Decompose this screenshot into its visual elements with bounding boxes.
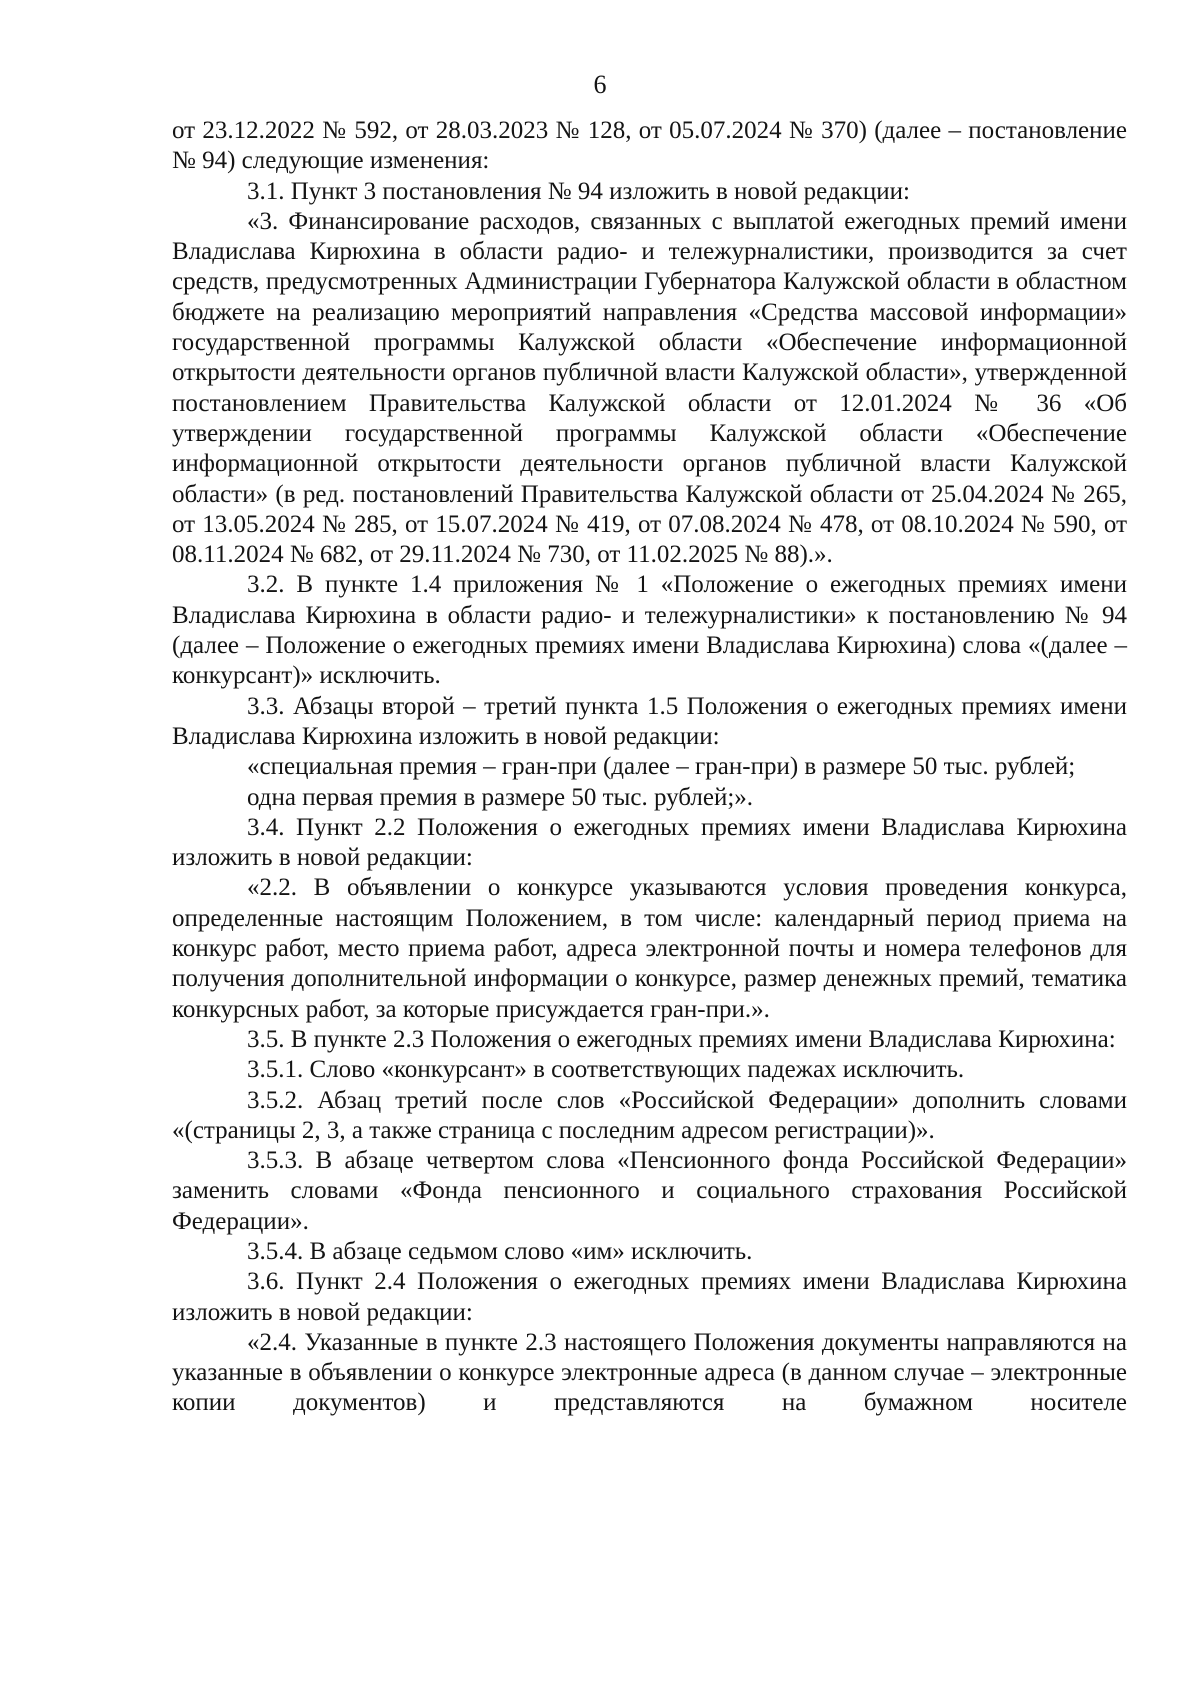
paragraph-3-6-text: «2.4. Указанные в пункте 2.3 настоящего Положения документы направляются на указанные в объявлении о конкурсе электронные адреса (в данном случае – электронные копии документов) и представляются на бумажном носителе — [172, 1328, 1127, 1417]
paragraph-3-5-3: 3.5.3. В абзаце четвертом слова «Пенсионного фонда Российской Федерации» заменить словами «Фонда пенсионного и социального страхования Российской Федерации». — [172, 1147, 1127, 1235]
paragraph-3-5-4: 3.5.4. В абзаце седьмом слово «им» исключить. — [247, 1237, 753, 1265]
paragraph-3-3: 3.3. Абзацы второй – третий пункта 1.5 Положения о ежегодных премиях имени Владислава Кирюхина изложить в новой редакции: — [172, 692, 1127, 750]
paragraph-intro: от 23.12.2022 № 592, от 28.03.2023 № 128, от 05.07.2024 № 370) (далее – постановление № 94) следующие изменения: — [172, 117, 1127, 175]
paragraph-3-2: 3.2. В пункте 1.4 приложения № 1 «Положение о ежегодных премиях имени Владислава Кирюхина в области радио- и тележурналистики» к постановлению № 94 (далее – Положение о ежегодных премиях имени Владислава Кирюхина) слова «(далее – конкурсант)» исключить. — [172, 571, 1127, 690]
paragraph-3-1: 3.1. Пункт 3 постановления № 94 изложить в новой редакции: — [247, 177, 910, 205]
paragraph-3-5-2: 3.5.2. Абзац третий после слов «Российской Федерации» дополнить словами «(страницы 2, 3, а также страница с последним адресом регистрации)». — [172, 1086, 1127, 1144]
paragraph-3-4: 3.4. Пункт 2.2 Положения о ежегодных премиях имени Владислава Кирюхина изложить в новой редакции: — [172, 813, 1127, 872]
paragraph-3-3-grand-prix: «специальная премия – гран-при (далее – гран-при) в размере 50 тыс. рублей; — [247, 753, 1076, 781]
paragraph-3-5: 3.5. В пункте 2.3 Положения о ежегодных премиях имени Владислава Кирюхина: — [247, 1025, 1116, 1053]
paragraph-3-5-1: 3.5.1. Слово «конкурсант» в соответствующих падежах исключить. — [247, 1056, 965, 1084]
document-body — [172, 116, 1127, 1419]
page-number: 6 — [593, 70, 607, 99]
paragraph-3-6: 3.6. Пункт 2.4 Положения о ежегодных премиях имени Владислава Кирюхина изложить в новой редакции: — [172, 1268, 1127, 1326]
paragraph-3-1-text: «3. Финансирование расходов, связанных с выплатой ежегодных премий имени Владислава Кирюхина в области радио- и тележурналистики, производится за счет средств, предусмотренных Администрации Губернатора Калужской области в областном бюджете на реализацию мероприятий направления «Средства массовой информации» государственной программы Калужской области «Обеспечение информационной открытости деятельности органов публичной власти Калужской области», утвержденной постановлением Правительства Калужской области от 12.01.2024 № 36 «Об утверждении государственной программы Калужской области «Обеспечение информационной открытости деятельности органов публичной власти Калужской области» (в ред. постановлений Правительства Калужской области от 25.04.2024 № 265, от 13.05.2024 № 285, от 15.07.2024 № 419, от 07.08.2024 № 478, от 08.10.2024 № 590, от 08.11.2024 № 682, от 29.11.2024 № 730, от 11.02.2025 № 88).». — [172, 207, 1127, 569]
paragraph-3-4-text: «2.2. В объявлении о конкурсе указываются условия проведения конкурса, определенные настоящим Положением, в том числе: календарный период приема на конкурс работ, место приема работ, адреса электронной почты и номера телефонов для получения дополнительной информации о конкурсе, размер денежных премий, тематика конкурсных работ, за которые присуждается гран-при.». — [172, 874, 1127, 1023]
paragraph-3-3-first-prize: одна первая премия в размере 50 тыс. рублей;». — [247, 783, 754, 811]
